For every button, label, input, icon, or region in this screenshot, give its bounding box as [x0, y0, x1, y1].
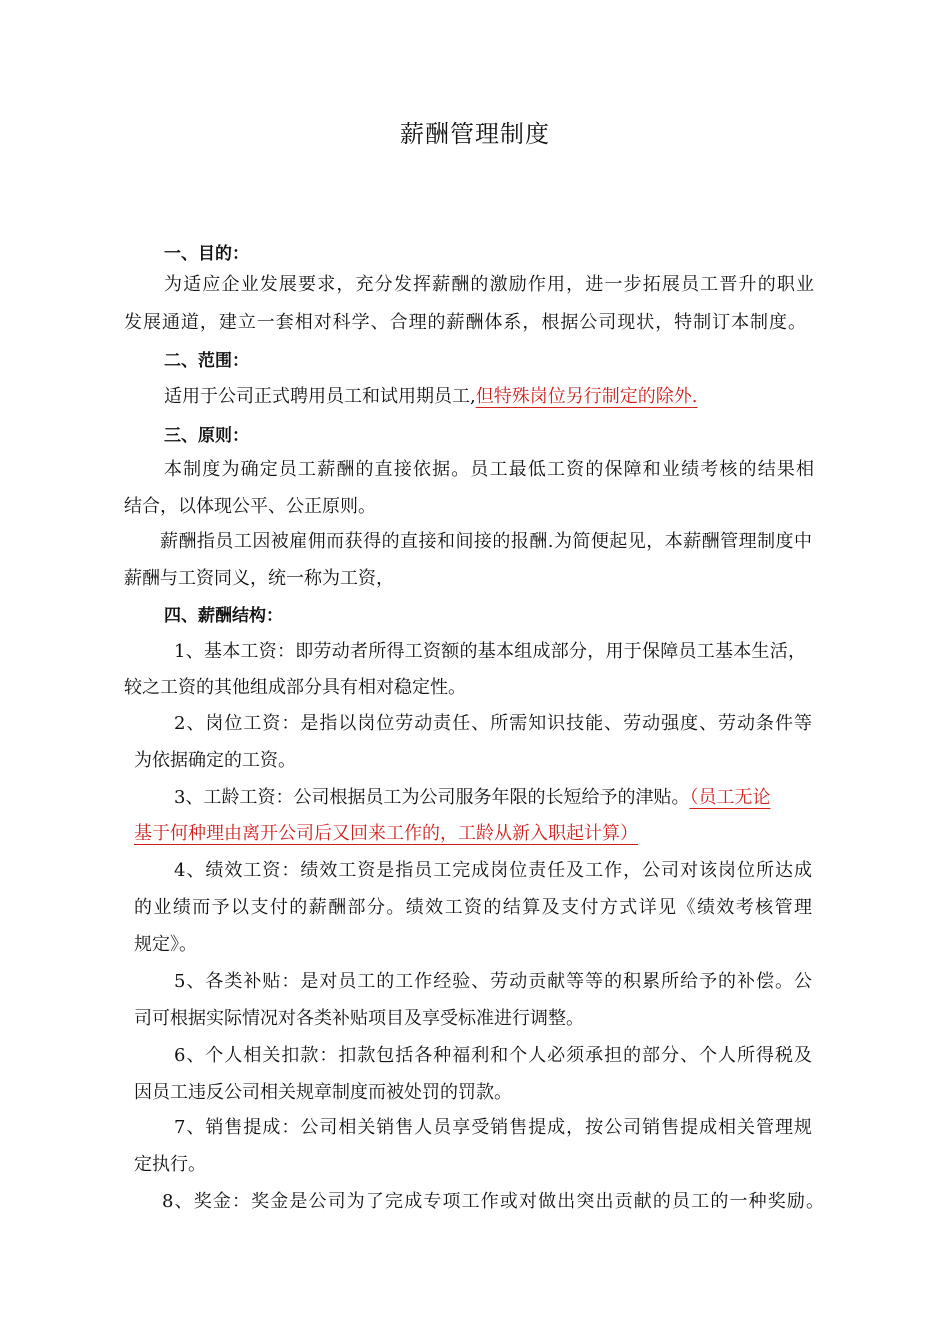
principle-p2-line-2: 薪酬与工资同义，统一称为工资，: [124, 568, 394, 589]
structure-item-3-line-1: [174, 780, 770, 816]
principle-p2-line-1: 薪酬指员工因被雇佣而获得的直接和间接的报酬.为简便起见，本薪酬管理制度中: [160, 531, 812, 552]
structure-item-4-line-1: 4、绩效工资：绩效工资是指员工完成岗位责任及工作，公司对该岗位所达成: [174, 860, 812, 881]
structure-item-3-highlight-part-1: （员工无论: [689, 787, 771, 808]
section-heading-structure: 四、薪酬结构：: [164, 606, 283, 626]
scope-exception-highlight: 但特殊岗位另行制定的除外.: [475, 386, 698, 407]
structure-item-3-highlight-part-2: 基于何种理由离开公司后又回来工作的，工龄从新入职起计算）: [134, 823, 638, 844]
purpose-text-line-2: 发展通道，建立一套相对科学、合理的薪酬体系，根据公司现状，特制订本制度。: [124, 312, 806, 333]
structure-item-5-line-2: 司可根据实际情况对各类补贴项目及享受标准进行调整。: [134, 1008, 584, 1029]
structure-item-8-line-1: 8、奖金：奖金是公司为了完成专项工作或对做出突出贡献的员工的一种奖励。: [162, 1191, 824, 1212]
principle-p1-line-1: 本制度为确定员工薪酬的直接依据。员工最低工资的保障和业绩考核的结果相: [164, 459, 814, 480]
structure-item-4-line-2: 的业绩而予以支付的薪酬部分。绩效工资的结算及支付方式详见《绩效考核管理: [134, 897, 812, 918]
structure-item-6-line-1: 6、个人相关扣款：扣款包括各种福利和个人必须承担的部分、个人所得税及: [174, 1045, 812, 1066]
structure-item-1-line-1: 1、基本工资：即劳动者所得工资额的基本组成部分，用于保障员工基本生活，: [174, 641, 806, 662]
purpose-text-line-1: 为适应企业发展要求，充分发挥薪酬的激励作用，进一步拓展员工晋升的职业: [164, 274, 814, 295]
scope-text: 适用于公司正式聘用员工和试用期员工,: [164, 386, 476, 407]
section-heading-purpose: 一、目的：: [164, 244, 249, 264]
structure-item-7-line-1: 7、销售提成：公司相关销售人员享受销售提成，按公司销售提成相关管理规: [174, 1117, 812, 1138]
structure-item-2-line-1: 2、岗位工资：是指以岗位劳动责任、所需知识技能、劳动强度、劳动条件等: [174, 713, 812, 734]
structure-item-3-text: 3、工龄工资：公司根据员工为公司服务年限的长短给予的津贴。: [174, 787, 690, 808]
structure-item-6-line-2: 因员工违反公司相关规章制度而被处罚的罚款。: [134, 1082, 512, 1103]
structure-item-7-line-2: 定执行。: [134, 1154, 206, 1175]
structure-item-4-line-3: 规定》。: [134, 934, 197, 955]
section-heading-principle: 三、原则：: [164, 426, 249, 446]
scope-text-line: [164, 379, 697, 415]
section-heading-scope: 二、范围：: [164, 351, 249, 371]
document-title: 薪酬管理制度: [400, 120, 550, 148]
principle-p1-line-2: 结合，以体现公平、公正原则。: [124, 496, 376, 517]
structure-item-2-line-2: 为依据确定的工资。: [134, 750, 296, 771]
structure-item-1-line-2: 较之工资的其他组成部分具有相对稳定性。: [124, 677, 466, 698]
structure-item-5-line-1: 5、各类补贴：是对员工的工作经验、劳动贡献等等的积累所给予的补偿。公: [174, 971, 812, 992]
